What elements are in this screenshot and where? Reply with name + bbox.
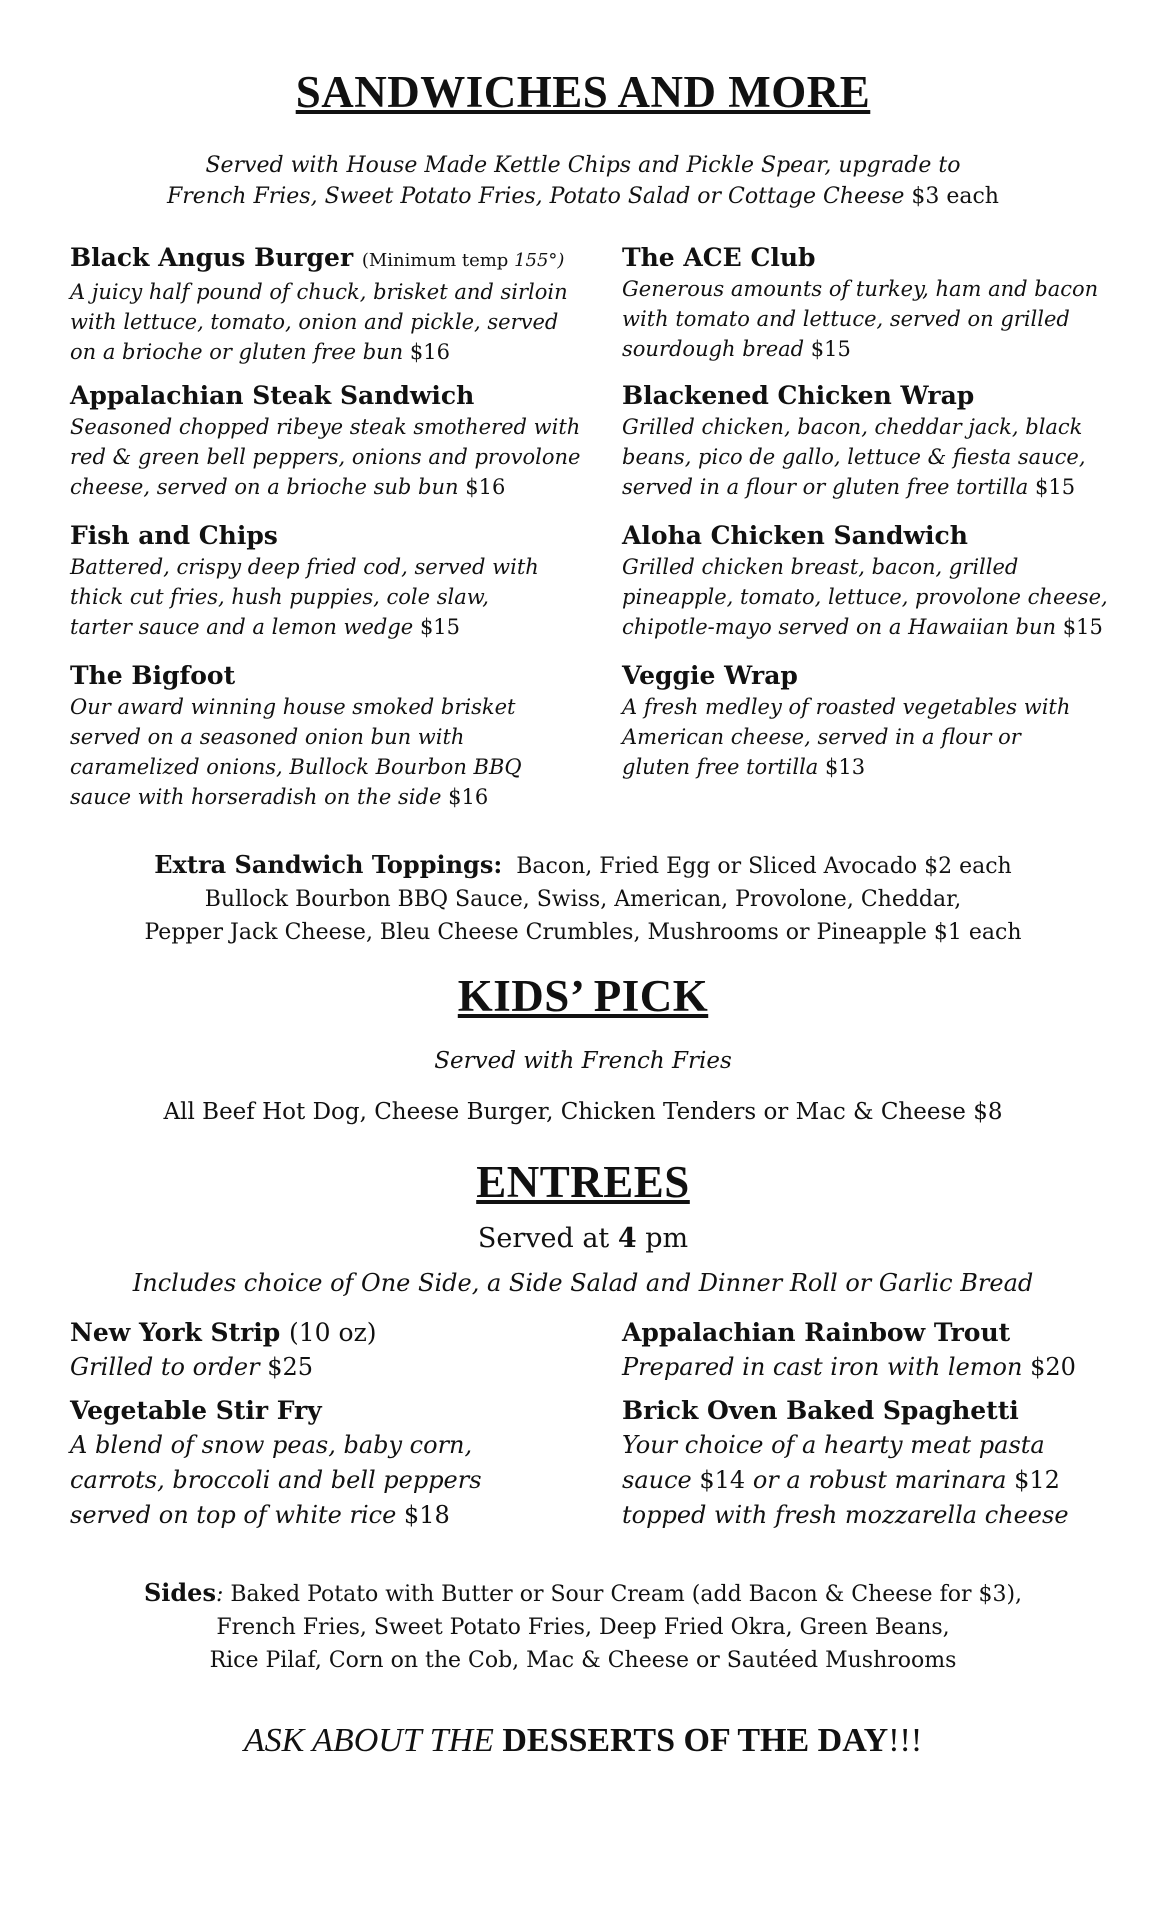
item-price: $15 bbox=[1062, 615, 1103, 639]
desc-line: red & green bell peppers, onions and provolone bbox=[70, 445, 581, 469]
item-description bbox=[70, 692, 630, 812]
desc-line bbox=[622, 612, 1166, 642]
item-description bbox=[70, 277, 630, 367]
served-hour: 4 bbox=[617, 1223, 637, 1254]
served-prefix: Served at bbox=[477, 1223, 610, 1254]
item-description bbox=[622, 692, 1166, 782]
desc-text: Prepared in cast iron with lemon bbox=[622, 1353, 1023, 1381]
intro-upgrade-price: $3 each bbox=[911, 184, 999, 209]
item-price: $15 bbox=[1035, 475, 1076, 499]
menu-item-veggie-wrap bbox=[622, 660, 1166, 782]
desc-text: sourdough bread bbox=[622, 337, 805, 361]
desc-line: with tomato and lettuce, served on grilled bbox=[622, 307, 1070, 331]
menu-item-the-ace-club bbox=[622, 242, 1166, 364]
sides-colon: : bbox=[215, 1582, 224, 1607]
desc-line: topped with fresh mozzarella cheese bbox=[622, 1501, 1069, 1529]
item-title: Veggie Wrap bbox=[622, 661, 798, 690]
menu-item-black-angus-burger bbox=[70, 242, 630, 367]
intro-line-2 bbox=[0, 181, 1166, 212]
item-title: Appalachian Steak Sandwich bbox=[70, 381, 475, 410]
desc-line bbox=[622, 334, 1166, 364]
desc-line: pineapple, tomato, lettuce, provolone cheese, bbox=[622, 585, 1108, 609]
item-price: $25 bbox=[267, 1353, 314, 1381]
desc-line: thick cut fries, hush puppies, cole slaw, bbox=[70, 585, 489, 609]
sides-text: Baked Potato with Butter or Sour Cream (add Bacon & Cheese for $3), bbox=[230, 1582, 1023, 1607]
desc-line: with lettuce, tomato, onion and pickle, served bbox=[70, 310, 559, 334]
desc-text: sauce with horseradish on the side bbox=[70, 785, 442, 809]
item-description bbox=[70, 412, 630, 502]
desc-line: beans, pico de gallo, lettuce & fiesta sauce, bbox=[622, 445, 1086, 469]
menu-item-the-bigfoot bbox=[70, 660, 630, 812]
item-weight: (10 oz) bbox=[289, 1318, 377, 1347]
item-name bbox=[70, 242, 630, 277]
item-price: $15 bbox=[419, 615, 461, 639]
item-price: $16 bbox=[448, 785, 489, 809]
desc-line: Our award winning house smoked brisket bbox=[70, 695, 516, 719]
desc-line: A blend of snow peas, baby corn, bbox=[70, 1431, 473, 1459]
dessert-suffix: !!! bbox=[888, 1722, 923, 1759]
toppings-line-2: Bullock Bourbon BBQ Sauce, Swiss, American, Provolone, Cheddar, bbox=[204, 887, 962, 912]
item-title: Brick Oven Baked Spaghetti bbox=[622, 1396, 1019, 1425]
item-price: $20 bbox=[1030, 1353, 1076, 1381]
desc-text: served on top of white rice bbox=[70, 1501, 397, 1529]
item-description bbox=[622, 552, 1166, 642]
item-price: $16 bbox=[409, 340, 450, 364]
toppings-premium: Bacon, Fried Egg or Sliced Avocado $2 each bbox=[516, 854, 1012, 879]
item-description bbox=[70, 1428, 630, 1533]
note-prefix: (Minimum temp bbox=[361, 250, 509, 271]
desc-line: served on a seasoned onion bun with bbox=[70, 725, 465, 749]
desc-line: American cheese, served in a flour or bbox=[622, 725, 1021, 749]
desc-text: Grilled to order bbox=[70, 1353, 260, 1381]
desc-text: or a robust marinara bbox=[752, 1466, 1007, 1494]
item-description bbox=[622, 274, 1166, 364]
item-title: New York Strip bbox=[70, 1318, 281, 1347]
item-title: Blackened Chicken Wrap bbox=[622, 381, 975, 410]
desc-line: Your choice of a hearty meat pasta bbox=[622, 1431, 1045, 1459]
item-price: $15 bbox=[810, 337, 851, 361]
desc-line bbox=[70, 1498, 630, 1533]
desc-line bbox=[70, 337, 630, 367]
item-title: Fish and Chips bbox=[70, 521, 278, 550]
menu-item-vegetable-stir-fry bbox=[70, 1394, 630, 1533]
sides-line-3: Rice Pilaf, Corn on the Cob, Mac & Cheese or Sautéed Mushrooms bbox=[209, 1648, 957, 1673]
menu-item-new-york-strip bbox=[70, 1316, 630, 1385]
entree-sides bbox=[0, 1576, 1166, 1677]
dessert-callout bbox=[0, 1722, 1166, 1760]
entrees-includes: Includes choice of One Side, a Side Salad and Dinner Roll or Garlic Bread bbox=[132, 1269, 1034, 1297]
desc-text: served in a flour or gluten free tortilla bbox=[622, 475, 1029, 499]
kids-subtitle: Served with French Fries bbox=[434, 1048, 732, 1074]
desc-line: Generous amounts of turkey, ham and bacon bbox=[622, 277, 1099, 301]
item-temp-note bbox=[362, 250, 565, 271]
desc-line: Battered, crispy deep fried cod, served with bbox=[70, 555, 539, 579]
item-title: Aloha Chicken Sandwich bbox=[622, 521, 968, 550]
menu-item-brick-oven-baked-spaghetti bbox=[622, 1394, 1166, 1533]
menu-item-aloha-chicken-sandwich bbox=[622, 520, 1166, 642]
intro-upgrades: French Fries, Sweet Potato Fries, Potato Salad or Cottage Cheese bbox=[167, 184, 905, 209]
desc-text: cheese, served on a brioche sub bun bbox=[70, 475, 459, 499]
item-description bbox=[70, 1350, 630, 1385]
desc-line: Grilled chicken breast, bacon, grilled bbox=[622, 555, 1019, 579]
desc-text: tarter sauce and a lemon wedge bbox=[70, 615, 414, 639]
desc-text: on a brioche or gluten free bun bbox=[70, 340, 404, 364]
desc-line bbox=[622, 752, 1166, 782]
desc-text: sauce bbox=[622, 1466, 692, 1494]
desc-line bbox=[70, 612, 630, 642]
note-value: 155°) bbox=[514, 250, 565, 271]
menu-item-fish-and-chips bbox=[70, 520, 630, 642]
served-suffix: pm bbox=[645, 1223, 689, 1254]
desc-text: chipotle-mayo served on a Hawaiian bun bbox=[622, 615, 1057, 639]
desc-line: A juicy half pound of chuck, brisket and sirloin bbox=[70, 280, 568, 304]
sides-label: Sides bbox=[143, 1578, 216, 1607]
kids-items: All Beef Hot Dog, Cheese Burger, Chicken Tenders or Mac & Cheese $8 bbox=[163, 1099, 1003, 1125]
desc-line: Grilled chicken, bacon, cheddar jack, black bbox=[622, 415, 1083, 439]
item-price-meat: $14 bbox=[699, 1466, 746, 1494]
item-description bbox=[70, 552, 630, 642]
item-price-marinara: $12 bbox=[1014, 1466, 1060, 1494]
dessert-prefix: ASK ABOUT THE bbox=[243, 1722, 494, 1759]
item-title: The Bigfoot bbox=[70, 661, 236, 690]
desc-line: carrots, broccoli and bell peppers bbox=[70, 1466, 482, 1494]
desc-line: caramelized onions, Bullock Bourbon BBQ bbox=[70, 755, 522, 779]
item-title: Vegetable Stir Fry bbox=[70, 1396, 322, 1425]
item-name bbox=[70, 1316, 630, 1350]
item-price: $18 bbox=[403, 1501, 450, 1529]
intro-line-1: Served with House Made Kettle Chips and Pickle Spear, upgrade to bbox=[205, 153, 961, 178]
desc-line bbox=[70, 782, 630, 812]
menu-item-blackened-chicken-wrap bbox=[622, 380, 1166, 502]
entrees-title: ENTREES bbox=[476, 1157, 690, 1207]
menu-item-appalachian-rainbow-trout bbox=[622, 1316, 1166, 1385]
item-description bbox=[622, 412, 1166, 502]
desc-line bbox=[622, 472, 1166, 502]
item-title: The ACE Club bbox=[622, 243, 816, 272]
desc-line bbox=[622, 1463, 1166, 1498]
dessert-highlight: DESSERTS OF THE DAY bbox=[502, 1722, 889, 1759]
item-description bbox=[622, 1428, 1166, 1533]
item-title: Appalachian Rainbow Trout bbox=[622, 1318, 1011, 1347]
item-title: Black Angus Burger bbox=[70, 243, 354, 272]
entrees-served-time bbox=[0, 1222, 1166, 1255]
extra-toppings bbox=[0, 848, 1166, 949]
item-price: $13 bbox=[825, 755, 866, 779]
desc-line: A fresh medley of roasted vegetables with bbox=[622, 695, 1071, 719]
toppings-line-1 bbox=[0, 848, 1166, 883]
desc-line bbox=[70, 472, 630, 502]
sandwiches-intro bbox=[0, 150, 1166, 212]
kids-title: KIDS’ PICK bbox=[457, 971, 709, 1021]
item-price: $16 bbox=[465, 475, 506, 499]
menu-item-appalachian-steak-sandwich bbox=[70, 380, 630, 502]
sandwiches-title: SANDWICHES AND MORE bbox=[295, 67, 871, 117]
toppings-label: Extra Sandwich Toppings: bbox=[154, 850, 503, 879]
item-description bbox=[622, 1350, 1166, 1385]
sides-line-2: French Fries, Sweet Potato Fries, Deep Fried Okra, Green Beans, bbox=[216, 1615, 950, 1640]
toppings-line-3: Pepper Jack Cheese, Bleu Cheese Crumbles, Mushrooms or Pineapple $1 each bbox=[144, 920, 1022, 945]
desc-text: gluten free tortilla bbox=[622, 755, 819, 779]
desc-line: Seasoned chopped ribeye steak smothered with bbox=[70, 415, 581, 439]
sides-line-1 bbox=[0, 1576, 1166, 1611]
